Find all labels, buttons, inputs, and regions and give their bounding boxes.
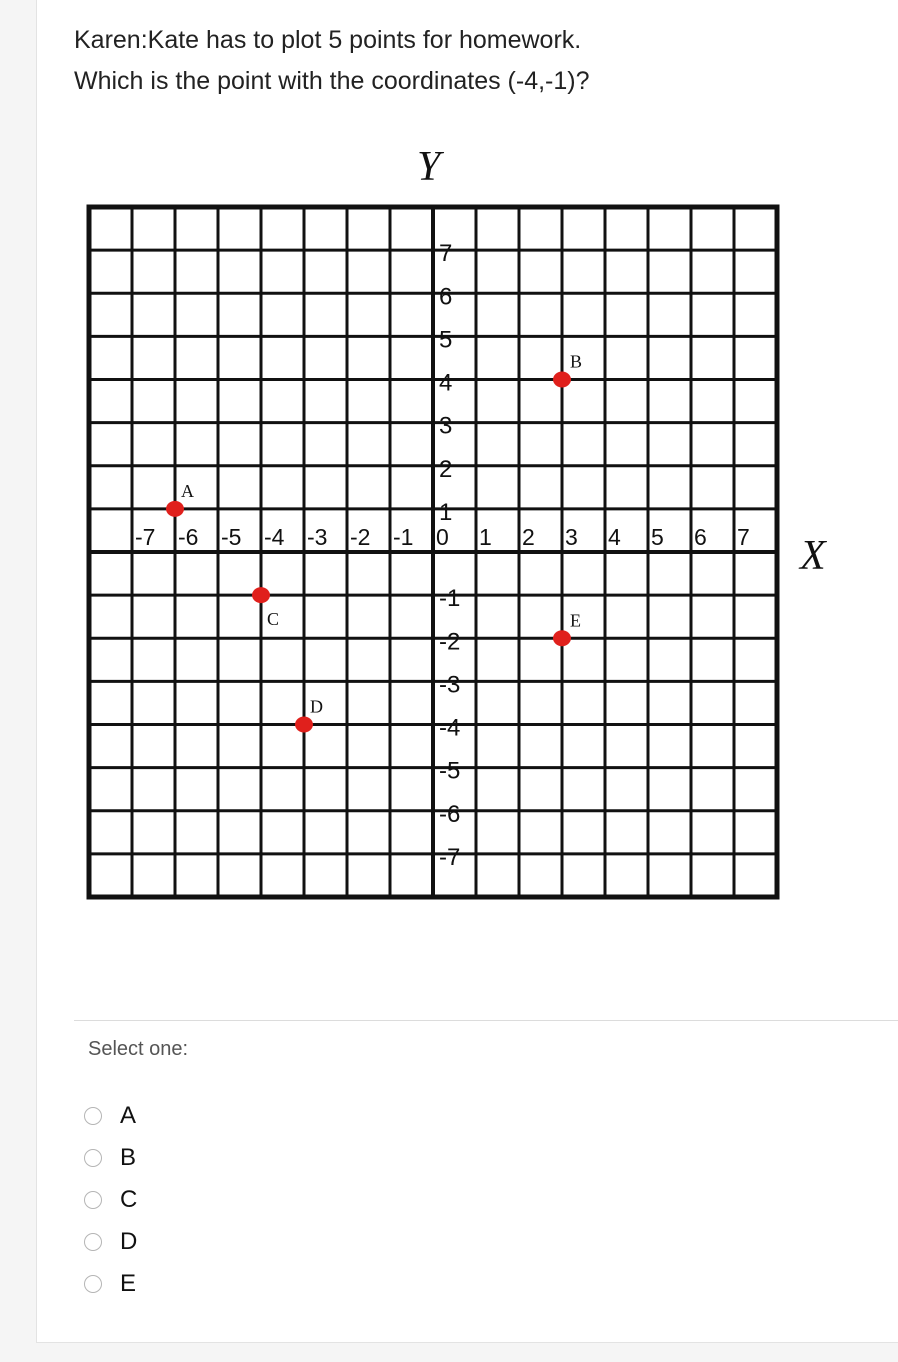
data-point-a — [166, 501, 184, 517]
x-tick-label: 2 — [522, 524, 535, 550]
answer-options — [84, 1095, 137, 1305]
option-label: E — [120, 1270, 137, 1297]
x-tick-label: 1 — [479, 524, 492, 550]
question-text-line1: Karen:Kate has to plot 5 points for homework. — [74, 26, 582, 54]
data-point-b — [553, 372, 571, 388]
point-label: D — [310, 696, 323, 717]
radio-circle-icon[interactable] — [84, 1149, 102, 1167]
x-tick-label: -3 — [307, 524, 328, 550]
option-label: C — [120, 1186, 138, 1213]
option-c[interactable] — [84, 1179, 137, 1221]
x-axis-label: X — [800, 533, 826, 579]
y-tick-label: 2 — [439, 455, 453, 483]
radio-circle-icon[interactable] — [84, 1233, 102, 1251]
y-tick-label: -1 — [439, 585, 461, 613]
y-tick-label: -3 — [439, 671, 461, 699]
point-label: C — [267, 609, 280, 630]
option-d[interactable] — [84, 1221, 137, 1263]
select-one-label: Select one: — [88, 1038, 189, 1060]
y-tick-label: 4 — [439, 369, 453, 397]
data-point-d — [295, 717, 313, 733]
radio-circle-icon[interactable] — [84, 1191, 102, 1209]
option-label: D — [120, 1228, 138, 1255]
divider — [74, 1020, 898, 1021]
y-tick-label: -2 — [439, 628, 461, 656]
option-label: B — [120, 1144, 137, 1171]
x-tick-label: 7 — [737, 524, 750, 550]
x-tick-label: 0 — [436, 524, 449, 550]
data-point-c — [252, 587, 270, 603]
option-label: A — [120, 1102, 137, 1129]
y-tick-label: 6 — [439, 283, 453, 311]
point-label: B — [570, 351, 583, 372]
point-label: E — [570, 610, 581, 631]
x-tick-label: -7 — [135, 524, 156, 550]
question-text-line2: Which is the point with the coordinates (-4,-1)? — [74, 67, 590, 95]
option-e[interactable] — [84, 1263, 137, 1305]
point-label: A — [181, 480, 194, 501]
radio-circle-icon[interactable] — [84, 1107, 102, 1125]
y-tick-label: -6 — [439, 800, 461, 828]
coordinate-grid-chart — [86, 204, 780, 904]
y-tick-label: -5 — [439, 757, 461, 785]
x-tick-label: 6 — [694, 524, 707, 550]
y-tick-label: -4 — [439, 714, 461, 742]
y-tick-label: 1 — [439, 498, 453, 526]
option-b[interactable] — [84, 1137, 137, 1179]
radio-circle-icon[interactable] — [84, 1275, 102, 1293]
x-tick-label: 3 — [565, 524, 578, 550]
x-tick-label: 5 — [651, 524, 664, 550]
x-tick-label: -4 — [264, 524, 285, 550]
x-tick-label: 4 — [608, 524, 621, 550]
x-tick-label: -6 — [178, 524, 199, 550]
data-point-e — [553, 630, 571, 646]
y-axis-label: Y — [417, 144, 441, 190]
y-tick-label: 7 — [439, 240, 453, 268]
y-tick-label: 5 — [439, 326, 453, 354]
y-tick-label: 3 — [439, 412, 453, 440]
x-tick-label: -5 — [221, 524, 242, 550]
y-tick-label: -7 — [439, 843, 461, 871]
option-a[interactable] — [84, 1095, 137, 1137]
x-tick-label: -2 — [350, 524, 371, 550]
x-tick-label: -1 — [393, 524, 414, 550]
